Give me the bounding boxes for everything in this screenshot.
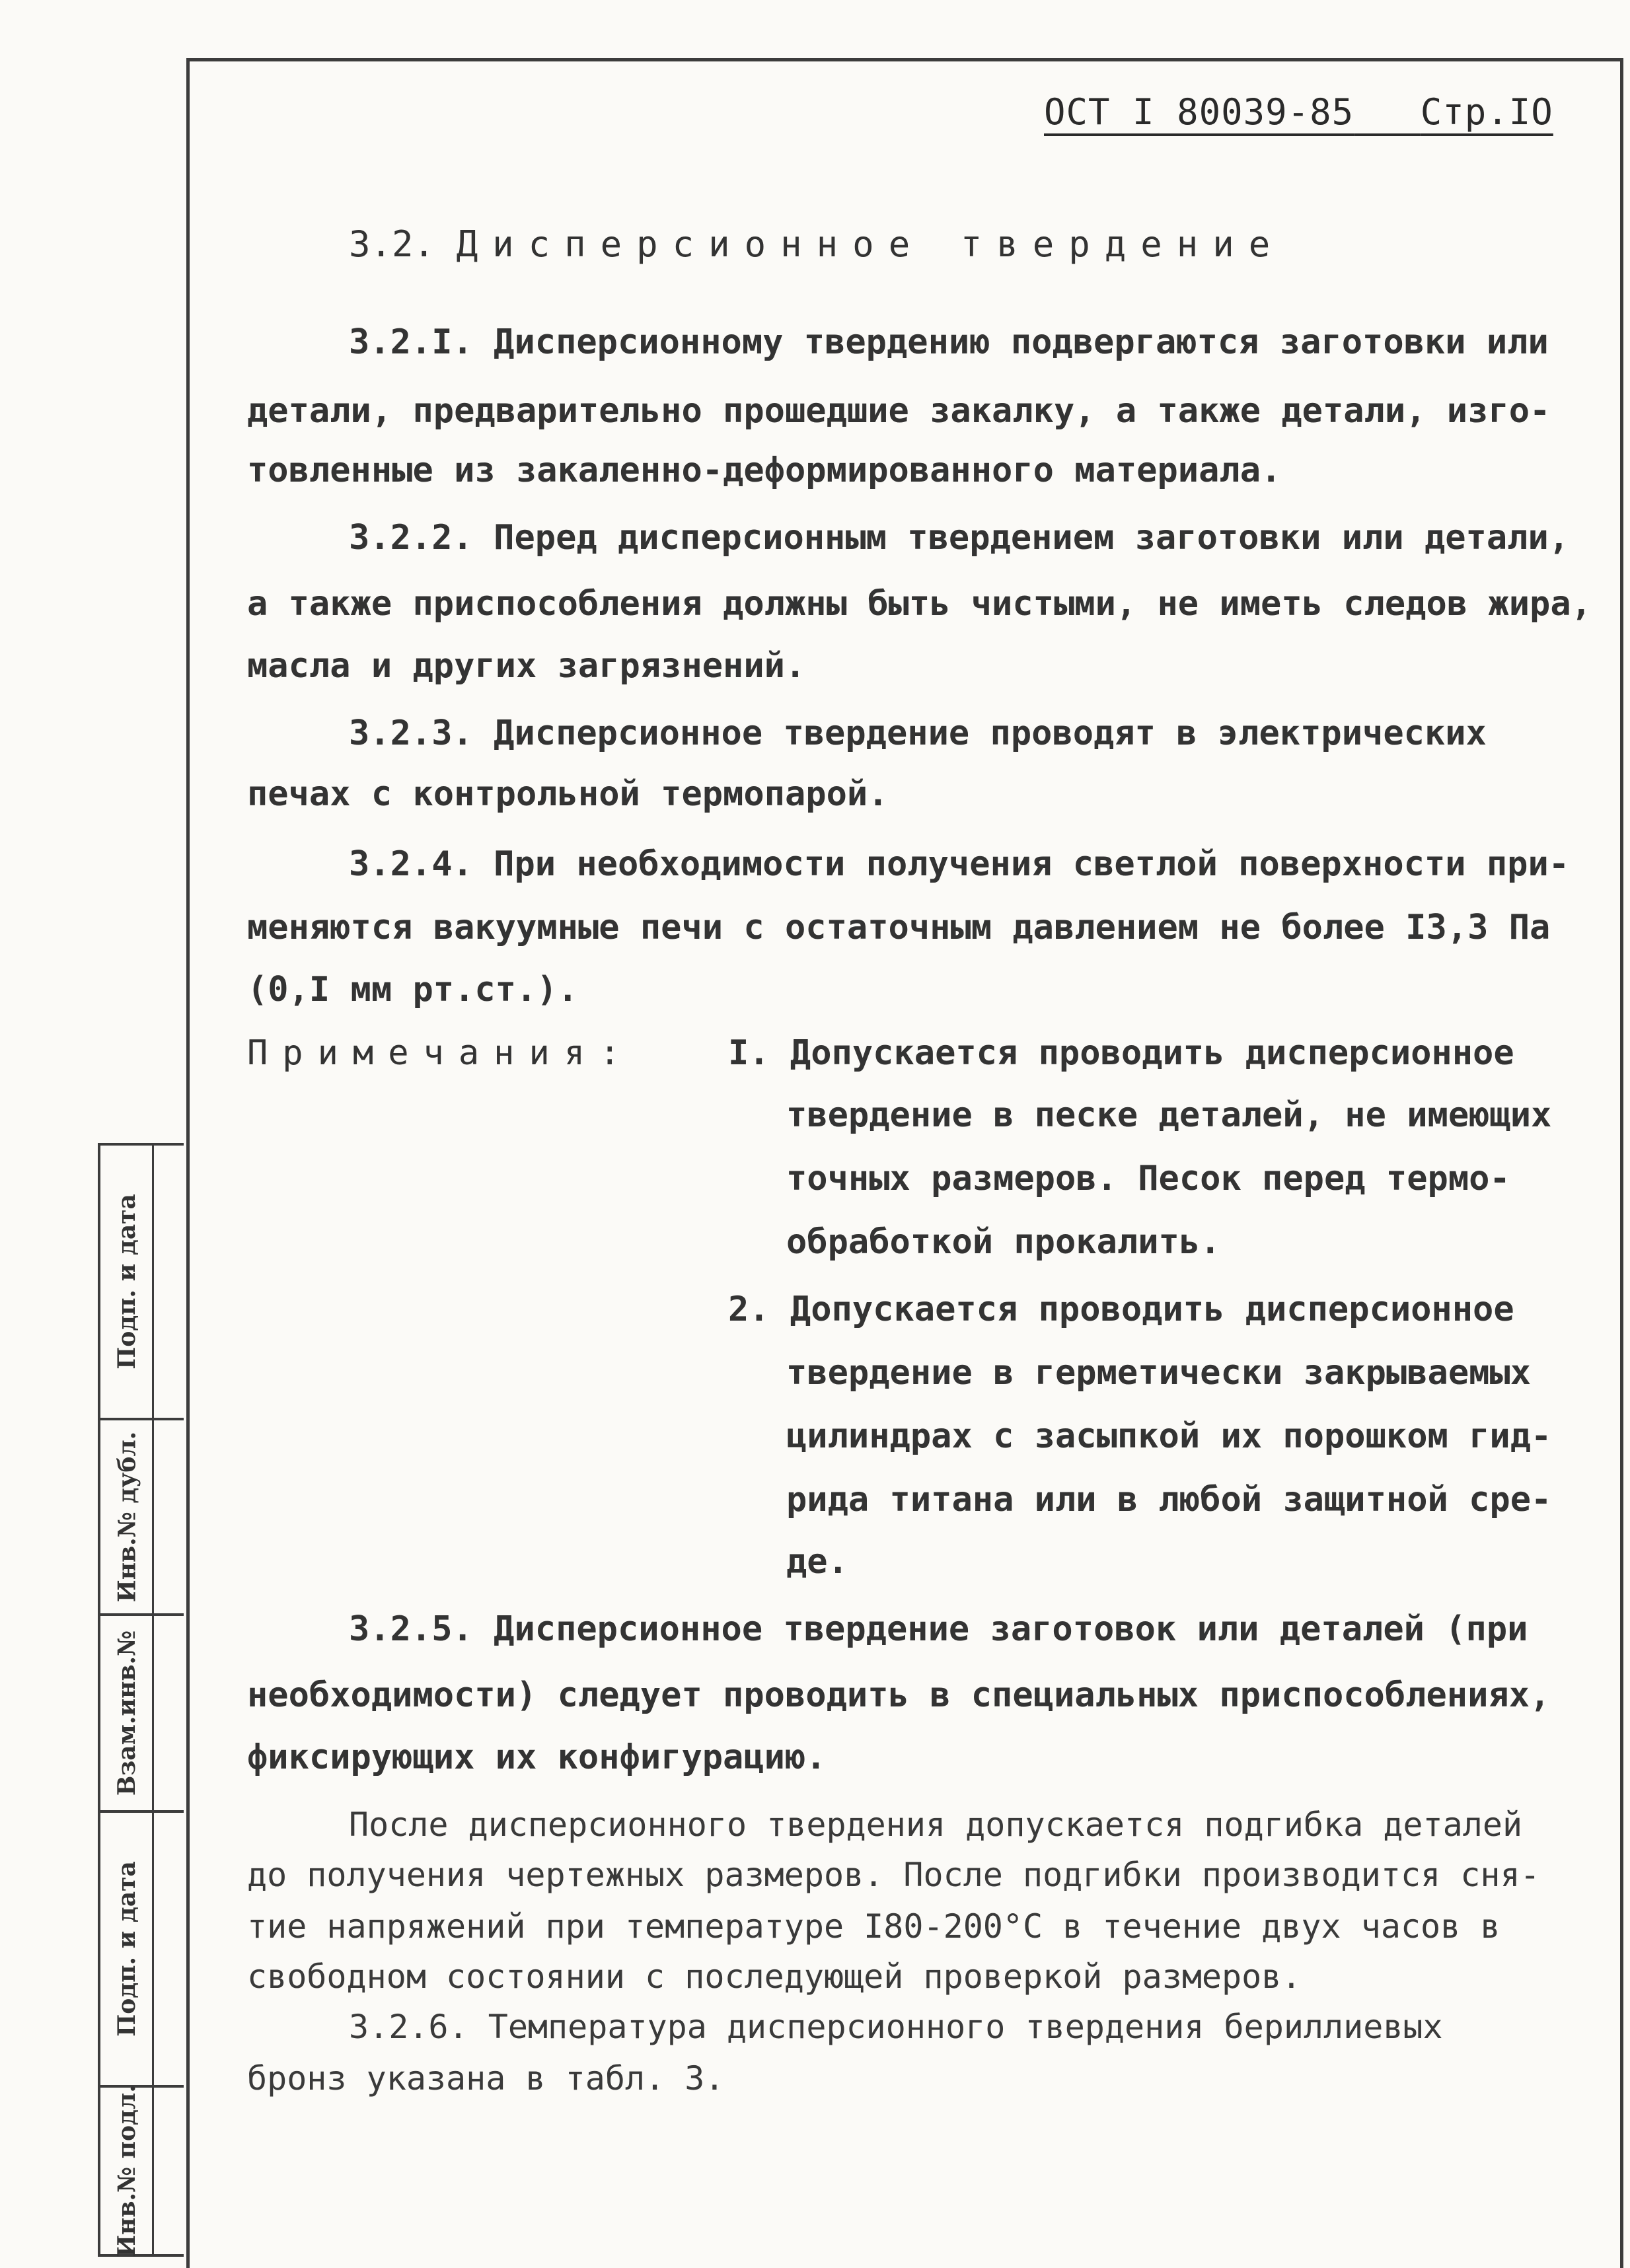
stamp-cell bbox=[98, 2085, 184, 2257]
paragraph-line: фиксирующих их конфигурацию. bbox=[247, 1738, 827, 1777]
stamp-cell bbox=[98, 1613, 184, 1813]
stamp-cell bbox=[98, 1810, 184, 2088]
note-line: де. bbox=[786, 1542, 848, 1582]
stamp-label: Подп. и дата bbox=[113, 1861, 141, 2037]
paragraph-line: детали, предварительно прошедшие закалку, а также детали, изго- bbox=[247, 391, 1551, 431]
stamp-label: Инв.№ подл. bbox=[113, 2084, 141, 2257]
paragraph-line: 3.2.5. Дисперсионное твердение заготовок или деталей (при bbox=[349, 1609, 1528, 1649]
paragraph-line: меняются вакуумные печи с остаточным давлением не более I3,3 Па bbox=[247, 908, 1551, 947]
note-line: цилиндрах с засыпкой их порошком гид- bbox=[786, 1416, 1552, 1456]
paragraph-line: необходимости) следует проводить в специальных приспособлениях, bbox=[247, 1675, 1551, 1715]
paragraph-line: тие напряжений при температуре I80-200°С в течение двух часов в bbox=[247, 1907, 1500, 1946]
section-number: 3.2. bbox=[349, 223, 435, 265]
stamp-label: Инв.№ дубл. bbox=[113, 1431, 141, 1603]
doc-code: ОСТ I 80039-85 bbox=[1044, 91, 1354, 133]
paragraph-line: свободном состоянии с последующей проверкой размеров. bbox=[247, 1957, 1302, 1996]
paragraph-line: 3.2.3. Дисперсионное твердение проводят в электрических bbox=[349, 713, 1487, 753]
note-line: I. Допускается проводить дисперсионное bbox=[728, 1033, 1514, 1073]
note-line: точных размеров. Песок перед термо- bbox=[786, 1159, 1510, 1198]
paragraph-line: После дисперсионного твердения допускается подгибка деталей bbox=[349, 1806, 1523, 1844]
stamp-label: Взам.инв.№ bbox=[113, 1630, 141, 1796]
stamp-cell bbox=[98, 1418, 184, 1616]
stamp-cell bbox=[98, 1143, 184, 1420]
note-line: обработкой прокалить. bbox=[786, 1222, 1221, 1262]
paragraph-line: а также приспособления должны быть чистыми, не иметь следов жира, bbox=[247, 584, 1592, 624]
paragraph-line: 3.2.4. При необходимости получения светлой поверхности при- bbox=[349, 844, 1570, 884]
section-heading bbox=[349, 223, 1284, 266]
paragraph-line: бронз указана в табл. 3. bbox=[247, 2059, 725, 2098]
paragraph-line: 3.2.2. Перед дисперсионным твердением заготовки или детали, bbox=[349, 518, 1570, 558]
section-title: Дисперсионное твердение bbox=[456, 223, 1285, 265]
note-line: твердение в песке деталей, не имеющих bbox=[786, 1095, 1552, 1135]
paragraph-line: до получения чертежных размеров. После подгибки производится сня- bbox=[247, 1856, 1540, 1894]
paragraph-line: печах с контрольной термопарой. bbox=[247, 774, 889, 814]
paragraph-line: 3.2.I. Дисперсионному твердению подвергаются заготовки или bbox=[349, 322, 1549, 362]
document-header bbox=[1044, 91, 1553, 133]
note-line: твердение в герметически закрываемых bbox=[786, 1353, 1532, 1393]
notes-label: Примечания: bbox=[247, 1033, 635, 1073]
stamp-label: Подп. и дата bbox=[113, 1194, 141, 1370]
note-line: рида титана или в любой защитной сре- bbox=[786, 1480, 1552, 1519]
paragraph-line: 3.2.6. Температура дисперсионного твердения бериллиевых bbox=[349, 2008, 1443, 2046]
page-number: Стр.IO bbox=[1420, 91, 1553, 133]
note-line: 2. Допускается проводить дисперсионное bbox=[728, 1290, 1514, 1329]
paragraph-line: (0,I мм рт.ст.). bbox=[247, 970, 578, 1009]
paragraph-line: масла и других загрязнений. bbox=[247, 646, 806, 686]
paragraph-line: товленные из закаленно-деформированного материала. bbox=[247, 451, 1282, 490]
